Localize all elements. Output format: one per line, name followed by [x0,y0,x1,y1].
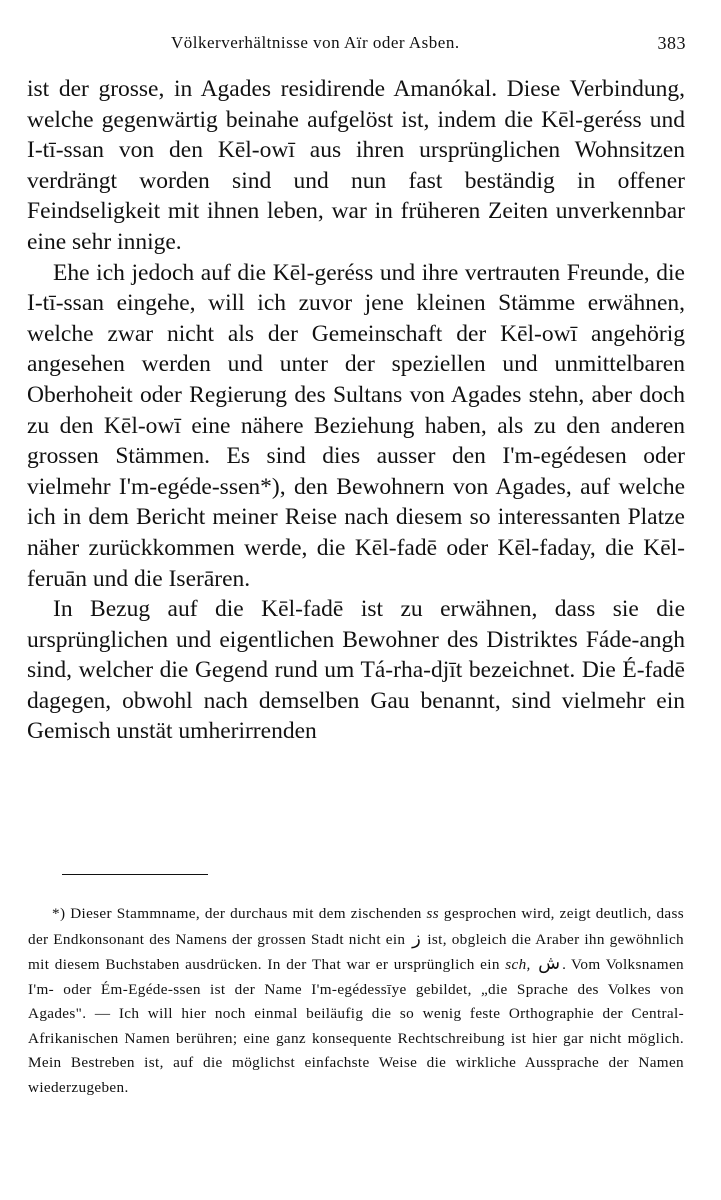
footnote-italic-sch: sch, [505,956,531,973]
main-text [27,74,685,747]
footnote [28,902,684,1100]
footnote-italic-ss: ss [426,905,440,922]
footnote-separator [62,874,208,875]
arabic-letter-shin: ش [538,953,561,974]
page-number: 383 [657,33,686,53]
running-header [28,33,686,57]
footnote-text-part: gesprochen wird, zeigt deutlich, dass der Endkonsonant des Namens der grossen Stadt nicht ein [28,905,684,948]
arabic-letter-zay: ز [412,927,421,949]
running-title: Völkerverhältnisse von Aïr oder Asben. [171,33,460,52]
paragraph: Ehe ich jedoch auf die Kēl-geréss und ihre vertrauten Freunde, die I-tī-ssan eingehe, will ich zuvor jene kleinen Stämme erwähnen, welche zwar nicht als der Gemeinschaft der Kēl-owī angehörig angesehen werden und unter der speziellen und unmittelbaren Oberhoheit oder Regierung des Sultans von Agades stehn, aber doch zu den Kēl-owī eine nähere Beziehung haben, als zu den anderen grossen Stämmen. Es sind dies ausser den I'm-egédesen oder vielmehr I'm-egéde-ssen*), den Bewohnern von Agades, auf welche ich in dem Bericht meiner Reise nach diesem so interessanten Platze näher zurückkommen werde, die Kēl-fadē oder Kēl-faday, die Kēl-feruān und die Iserāren. [27,259,685,592]
footnote-text-part: ist, obgleich die Araber ihn gewöhnlich mit diesem Buchstaben ausdrücken. In der That war er ursprünglich ein [28,930,684,973]
paragraph-continuation: ist der grosse, in Agades residirende Amanókal. Diese Verbindung, welche gegenwärtig beinahe aufgelöst ist, indem die Kēl-geréss und I-tī-ssan von den Kēl-owī aus ihren ursprünglichen Wohnsitzen verdrängt worden sind und nun fast beständig in offener Feindseligkeit mit ihnen leben, war in früheren Zeiten unverkennbar eine sehr innige. [27,76,685,255]
footnote-text-part: . Vom Volksnamen I'm- oder Ém-Egéde-ssen ist der Name I'm-egédessīye gebildet, „die Sprache des Volkes von Agades". — Ich will hier noch einmal beiläufig die so wenig feste Orthographie der Central-Afrikanischen Namen berühren; eine ganz konsequente Rechtschreibung ist hier gar nicht möglich. Mein Bestreben ist, auf die möglichst einfachste Weise die wirkliche Aussprache der Namen wiederzugeben. [28,956,684,1096]
footnote-text-part: *) Dieser Stammname, der durchaus mit dem zischenden [52,905,427,922]
paragraph: In Bezug auf die Kēl-fadē ist zu erwähnen, dass sie die ursprünglichen und eigentlichen Bewohner des Distriktes Fáde-angh sind, welcher die Gegend rund um Tá-rha-djīt bezeichnet. Die É-fadē dagegen, obwohl nach demselben Gau benannt, sind vielmehr ein Gemisch unstät umherirrenden [27,596,685,745]
footnote-text [28,902,684,1100]
